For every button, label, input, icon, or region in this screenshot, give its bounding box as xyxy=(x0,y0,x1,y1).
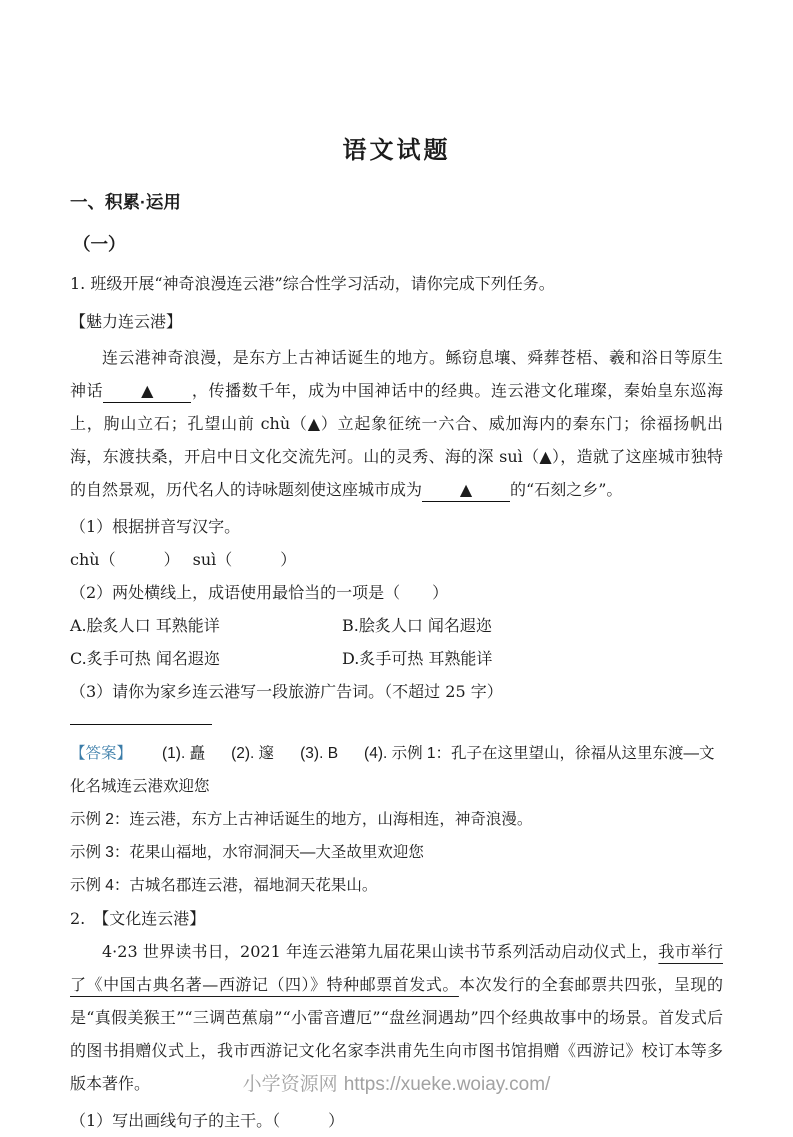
answer-label: 【答案】 xyxy=(70,745,133,762)
page-title: 语文试题 xyxy=(342,137,451,164)
answer-block xyxy=(70,737,723,803)
answer-blank-line xyxy=(70,724,212,725)
site-name: 小学资源网 xyxy=(242,1074,338,1095)
question-1-sub2: （2）两处横线上，成语使用最恰当的一项是（ ） xyxy=(70,583,449,602)
answer-part-3: (3). B xyxy=(300,745,339,762)
site-watermark xyxy=(0,1069,793,1096)
passage-text-1: 连云港神奇浪漫，是东方上古神话诞生的地方。鲧窃息壤、舜葬苍梧、羲和浴日等原生神话 xyxy=(70,348,723,400)
choice-options xyxy=(70,609,723,675)
answer-part-1: (1). 矗 xyxy=(162,745,206,762)
q2-underlined-sentence: 我市举行了《中国古典名著—西游记（四）》特种邮票首发式。 xyxy=(70,942,723,994)
site-url: https://xueke.woiay.com/ xyxy=(343,1074,551,1095)
option-c: C.炙手可热 闻名遐迩 xyxy=(70,649,220,668)
q2-passage-text-2: 本次发行的全套邮票共四张，呈现的是“真假美猴王”“三调芭蕉扇”“小雷音遭厄”“盘丝洞遇劫”四个经典故事中的场景。首发式后的图书捐赠仪式上，我市西游记文化名家李洪甫先生向市图书馆捐赠《西游记》校订本等多版本著作。 xyxy=(70,975,723,1093)
answer-part-2: (2). 邃 xyxy=(231,745,275,762)
option-a: A.脍炙人口 耳熟能详 xyxy=(70,616,220,635)
passage-text-3: 的“石刻之乡”。 xyxy=(510,480,623,499)
passage-text-2: ，传播数千年，成为中国神话中的经典。连云港文化璀璨，秦始皇东巡海上，朐山立石；孔望山前 chù（▲）立起象征统一六合、威加海内的秦东门；徐福扬帆出海，东渡扶桑，开启中日文化交流先河。山的灵秀、海的深 suì（▲），造就了这座城市独特的自然景观，历代名人的诗咏题刻使这座城市成为 xyxy=(70,381,723,499)
fill-in-blank-1: ▲ xyxy=(103,380,191,403)
answer-example-4: 示例 4：古城名郡连云港，福地洞天花果山。 xyxy=(70,877,378,894)
q2-passage-text-1: 4·23 世界读书日，2021 年连云港第九届花果山读书节系列活动启动仪式上， xyxy=(102,942,659,961)
section-heading: 一、积累·运用 xyxy=(70,192,181,212)
question-1-passage xyxy=(70,341,723,506)
question-2-heading xyxy=(70,902,723,935)
answer-example-3: 示例 3：花果山福地，水帘洞洞天—大圣故里欢迎您 xyxy=(70,844,424,861)
question-2-number: 2. xyxy=(70,909,86,928)
option-d: D.炙手可热 耳熟能详 xyxy=(342,649,493,668)
question-1-sub1: （1）根据拼音写汉字。 xyxy=(70,517,241,536)
answer-part-4: (4). 示例 1：孔子在这里望山，徐福从这里东渡—文化名城连云港欢迎您 xyxy=(70,745,715,795)
pinyin-answer-line: chù（ ） suì（ ） xyxy=(70,550,297,569)
question-2-tag: 【文化连云港】 xyxy=(93,909,206,928)
question-1-tag: 【魅力连云港】 xyxy=(70,312,183,331)
fill-in-blank-2: ▲ xyxy=(422,479,510,502)
question-2-sub1: （1）写出画线句子的主干。（ ） xyxy=(70,1111,345,1130)
question-1-sub3: （3）请你为家乡连云港写一段旅游广告词。（不超过 25 字） xyxy=(70,682,503,701)
question-1-intro: 1. 班级开展“神奇浪漫连云港”综合性学习活动，请你完成下列任务。 xyxy=(70,274,555,293)
answer-example-2: 示例 2：连云港，东方上古神话诞生的地方，山海相连，神奇浪漫。 xyxy=(70,811,533,828)
option-b: B.脍炙人口 闻名遐迩 xyxy=(342,616,492,635)
subsection-heading: （一） xyxy=(73,234,126,254)
